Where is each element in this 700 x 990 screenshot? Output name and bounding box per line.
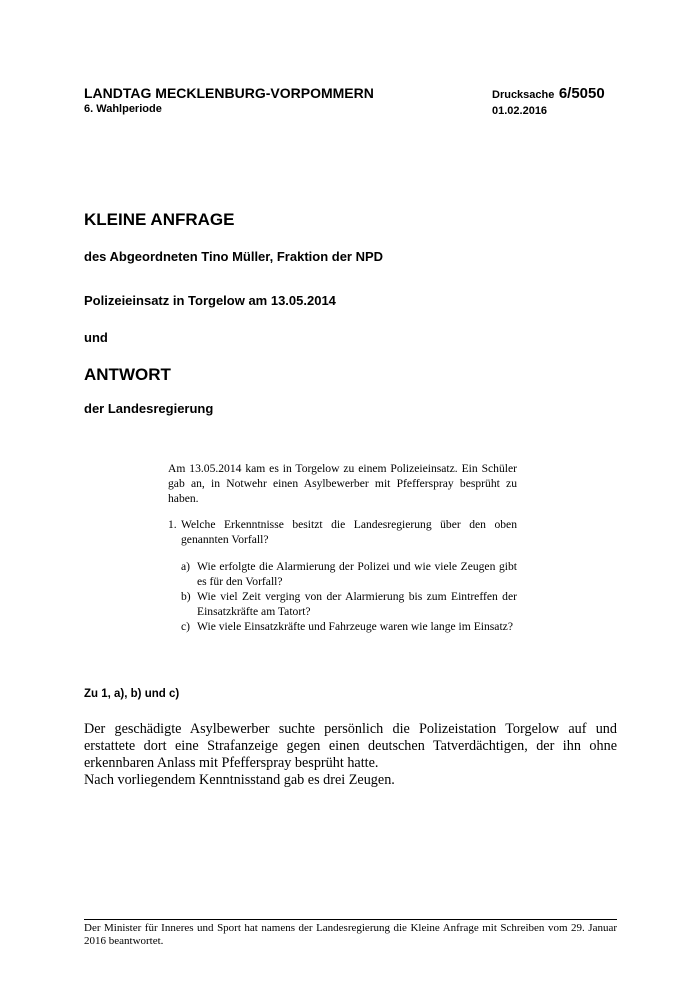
- answerer: der Landesregierung: [84, 401, 214, 416]
- subitem-label: a): [181, 560, 191, 573]
- footnote-divider: [84, 919, 617, 920]
- subitem-a: [181, 559, 517, 589]
- question-intro: Am 13.05.2014 kam es in Torgelow zu einem Polizeieinsatz. Ein Schüler gab an, in Notwehr einen Asylbewerber mit Pfefferspray besprüht zu haben.: [168, 462, 517, 505]
- answer-paragraph-2: Nach vorliegendem Kenntnisstand gab es drei Zeugen.: [84, 772, 395, 788]
- question-subitems: [181, 559, 517, 634]
- subitem-b: [181, 589, 517, 619]
- question-text: Welche Erkenntnisse besitzt die Landesregierung über den oben genannten Vorfall?: [181, 518, 517, 546]
- subitem-label: b): [181, 590, 191, 603]
- inquiry-subject: Polizeieinsatz in Torgelow am 13.05.2014: [84, 293, 336, 308]
- footnote: Der Minister für Inneres und Sport hat namens der Landesregierung die Kleine Anfrage mit Schreiben vom 29. Januar 2016 beantwortet.: [84, 922, 617, 947]
- subitem-text: Wie viele Einsatzkräfte und Fahrzeuge waren wie lange im Einsatz?: [197, 620, 513, 633]
- inquiry-kind: KLEINE ANFRAGE: [84, 210, 235, 229]
- subitem-c: [181, 619, 517, 634]
- question-number: 1.: [168, 518, 177, 531]
- subitem-text: Wie viel Zeit verging von der Alarmierung bis zum Eintreffen der Einsatzkräfte am Tatort?: [197, 590, 517, 618]
- document-header-left: [84, 85, 374, 116]
- title-and: und: [84, 330, 108, 345]
- document-header-right: [492, 85, 605, 118]
- question-block: [168, 461, 517, 634]
- subitem-label: c): [181, 620, 191, 633]
- inquiry-author: des Abgeordneten Tino Müller, Fraktion der NPD: [84, 249, 384, 264]
- election-period: 6. Wahlperiode: [84, 103, 162, 115]
- drucksache-label: Drucksache: [492, 89, 555, 101]
- drucksache-number: 6/5050: [558, 85, 605, 102]
- answer-body: [84, 721, 617, 789]
- document-date: 01.02.2016: [492, 105, 548, 117]
- answer-paragraph-1: Der geschädigte Asylbewerber suchte persönlich die Polizeistation Torgelow auf und erstattete dort eine Strafanzeige gegen einen deutschen Tatverdächtigen, der ihn ohne erkennbaren Anlass mit Pfefferspray besprüht hatte.: [84, 721, 617, 771]
- question-item: [168, 517, 517, 547]
- answer-heading: Zu 1, a), b) und c): [84, 688, 180, 700]
- answer-kind: ANTWORT: [84, 365, 171, 384]
- parliament-name: LANDTAG MECKLENBURG-VORPOMMERN: [84, 85, 374, 101]
- subitem-text: Wie erfolgte die Alarmierung der Polizei und wie viele Zeugen gibt es für den Vorfall?: [197, 560, 517, 588]
